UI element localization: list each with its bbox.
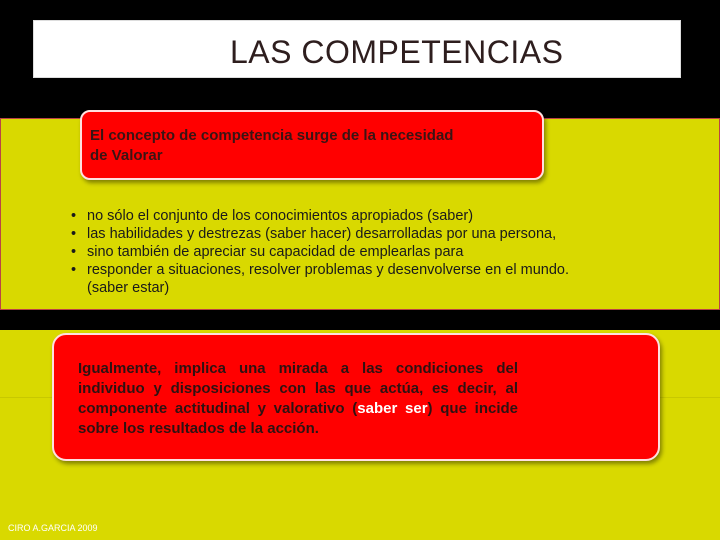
summary-text xyxy=(78,359,518,439)
bullet-item: • sino también de apreciar su capacidad de emplearlas para xyxy=(70,243,569,261)
bullet-item: • responder a situaciones, resolver problemas y desenvolverse en el mundo. xyxy=(70,261,569,279)
intro-text xyxy=(90,126,530,166)
title-box xyxy=(33,20,681,78)
bullet-item: • no sólo el conjunto de los conocimientos apropiados (saber) xyxy=(70,207,569,225)
bullet-list xyxy=(70,207,569,297)
summary-box xyxy=(52,333,660,461)
page-title: LAS COMPETENCIAS xyxy=(230,34,564,70)
summary-text-before: Igualmente, implica una mirada a las condiciones del individuo y disposiciones con las que actúa, es decir, al componente actitudinal y valorativo ( xyxy=(78,360,518,417)
intro-box xyxy=(80,110,544,180)
summary-text-after: ) que incide sobre los resultados de la acción. xyxy=(78,400,518,437)
intro-line-2: de Valorar xyxy=(90,147,163,164)
bullet-item: • las habilidades y destrezas (saber hacer) desarrolladas por una persona, xyxy=(70,225,569,243)
bullet-continuation: (saber estar) xyxy=(87,280,170,296)
summary-highlight: saber ser xyxy=(357,400,428,417)
footer-credit: CIRO A.GARCIA 2009 xyxy=(8,523,98,533)
intro-line-1: El concepto de competencia surge de la necesidad xyxy=(90,127,454,144)
